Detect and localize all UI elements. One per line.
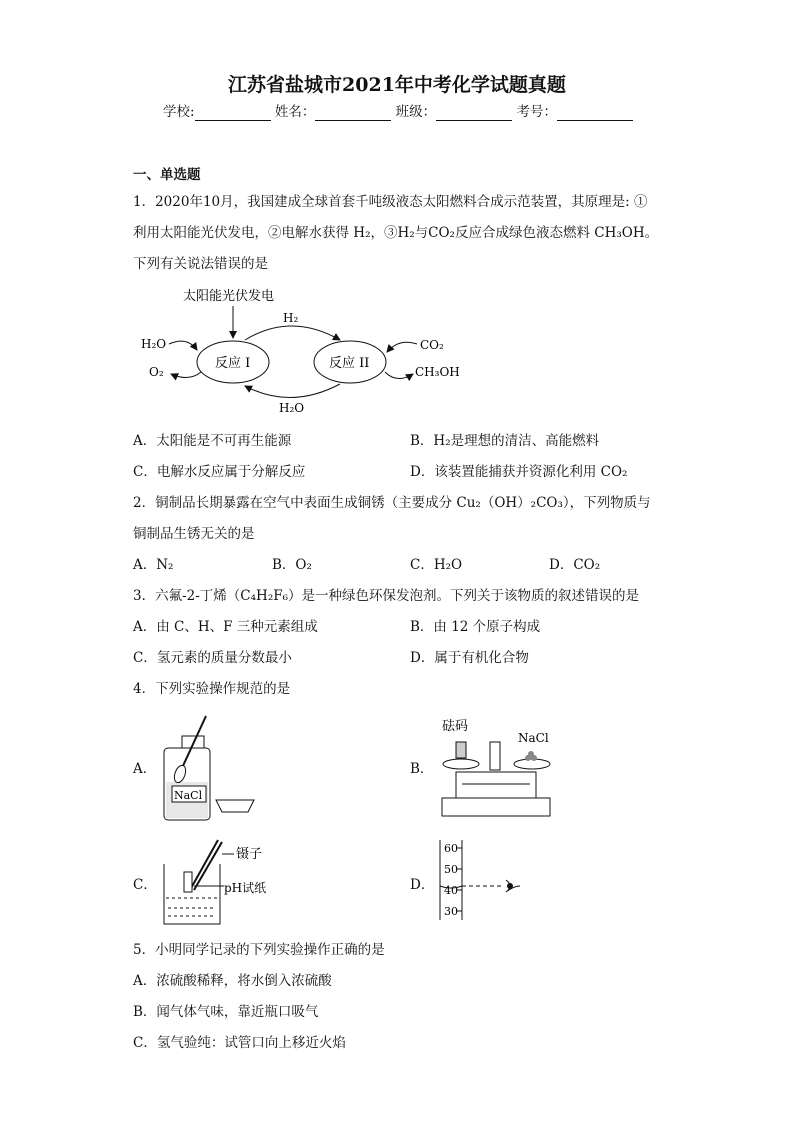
- reaction2-label: 反应 II: [329, 356, 370, 371]
- q2-option-d[interactable]: D．CO₂: [549, 557, 601, 573]
- q1-line3: 下列有关说法错误的是: [133, 256, 268, 272]
- name-blank[interactable]: [315, 106, 391, 121]
- q4-line1: 4．下列实验操作规范的是: [133, 681, 291, 697]
- q5-option-a[interactable]: A．浓硫酸稀释，将水倒入浓硫酸: [133, 973, 332, 989]
- q2-line2: 铜制品生锈无关的是: [133, 526, 255, 542]
- q1-reaction-diagram: [135, 282, 475, 422]
- bottle-label-text: NaCl: [174, 789, 203, 802]
- right-pan: [514, 759, 550, 769]
- ph-paper-label: pH试纸: [224, 881, 267, 895]
- q1-option-d[interactable]: D．该装置能捕获并资源化利用 CO₂: [410, 464, 628, 480]
- reaction1-label: 反应 I: [215, 356, 251, 371]
- tick-50: 50: [444, 863, 458, 876]
- q4-option-a[interactable]: A．: [133, 761, 157, 777]
- exam-info-line: [163, 103, 633, 121]
- q5-line1: 5．小明同学记录的下列实验操作正确的是: [133, 942, 385, 958]
- o2-out-arrow: [171, 372, 201, 378]
- q4a-reagent-bottle-figure: [160, 712, 290, 824]
- weight-block: [456, 742, 466, 758]
- h2-top-label: H₂: [283, 311, 299, 325]
- name-label: 姓名：: [274, 104, 316, 120]
- q4b-balance-figure: [436, 714, 556, 824]
- section-heading: 一、单选题: [133, 167, 201, 183]
- ch3oh-label: CH₃OH: [415, 365, 460, 379]
- page-title: 江苏省盐城市2021年中考化学试题真题: [228, 74, 566, 96]
- q1-option-c[interactable]: C．电解水反应属于分解反应: [133, 464, 306, 480]
- class-label: 班级：: [395, 104, 437, 120]
- q2-option-c[interactable]: C．H₂O: [410, 557, 463, 573]
- q4-option-b[interactable]: B．: [410, 761, 434, 777]
- left-pan: [443, 759, 479, 769]
- class-blank[interactable]: [436, 106, 512, 121]
- q2-option-a[interactable]: A．N₂: [133, 557, 174, 573]
- salt-label: NaCl: [518, 731, 549, 745]
- number-blank[interactable]: [557, 106, 633, 121]
- tick-40: 40: [444, 884, 458, 897]
- tick-60: 60: [444, 842, 458, 855]
- q4d-graduated-cylinder-figure: [436, 838, 526, 922]
- h2o-return-arrow: [245, 384, 340, 398]
- q3-option-b[interactable]: B．由 12 个原子构成: [410, 619, 541, 635]
- balance-base: [442, 798, 550, 816]
- h2-arrow: [245, 326, 340, 340]
- q4-option-d[interactable]: D．: [410, 877, 435, 893]
- weight-label: 砝码: [442, 719, 469, 734]
- balance-body: [456, 772, 536, 798]
- q5-option-b[interactable]: B．闻气体气味，靠近瓶口吸气: [133, 1004, 319, 1020]
- co2-in-arrow: [387, 342, 417, 352]
- q1-line1: 1．2020年10月，我国建成全球首套千吨级液态太阳燃料合成示范装置，其原理是: ①: [133, 194, 648, 210]
- q1-line2: 利用太阳能光伏发电，②电解水获得 H₂，③H₂与CO₂反应合成绿色液态燃料 CH₃OH。: [133, 225, 659, 241]
- q3-option-c[interactable]: C．氢元素的质量分数最小: [133, 650, 292, 666]
- h2o-in-arrow: [169, 341, 197, 350]
- school-label: 学校:: [163, 104, 195, 120]
- school-blank[interactable]: [195, 106, 271, 121]
- evaporating-dish: [216, 800, 254, 812]
- h2o-bottom-label: H₂O: [279, 401, 305, 415]
- co2-label: CO₂: [420, 338, 444, 352]
- q2-line1: 2．铜制品长期暴露在空气中表面生成铜锈（主要成分 Cu₂（OH）₂CO₃），下列物质与: [133, 495, 651, 511]
- q4c-ph-test-figure: [160, 836, 310, 928]
- tweezer-label: 镊子: [236, 847, 263, 862]
- q1-option-a[interactable]: A．太阳能是不可再生能源: [133, 433, 292, 449]
- ph-paper: [184, 872, 192, 892]
- q1-option-b[interactable]: B．H₂是理想的清洁、高能燃料: [410, 433, 600, 449]
- h2o-left-label: H₂O: [141, 337, 167, 351]
- tick-30: 30: [444, 905, 458, 918]
- ch3oh-out-arrow: [385, 372, 413, 379]
- balance-pillar: [490, 742, 500, 770]
- q3-line1: 3．六氟-2-丁烯（C₄H₂F₆）是一种绿色环保发泡剂。下列关于该物质的叙述错误的是: [133, 588, 640, 604]
- diagram-solar-label: 太阳能光伏发电: [183, 289, 275, 304]
- q3-option-a[interactable]: A．由 C、H、F 三种元素组成: [133, 619, 318, 635]
- tweezer-arm: [190, 840, 218, 890]
- number-label: 考号：: [516, 104, 557, 120]
- q3-option-d[interactable]: D．属于有机化合物: [410, 650, 529, 666]
- q2-option-b[interactable]: B．O₂: [272, 557, 312, 573]
- q4-option-c[interactable]: C．: [133, 877, 157, 893]
- q5-option-c[interactable]: C．氢气验纯：试管口向上移近火焰: [133, 1035, 346, 1051]
- o2-label: O₂: [149, 365, 164, 379]
